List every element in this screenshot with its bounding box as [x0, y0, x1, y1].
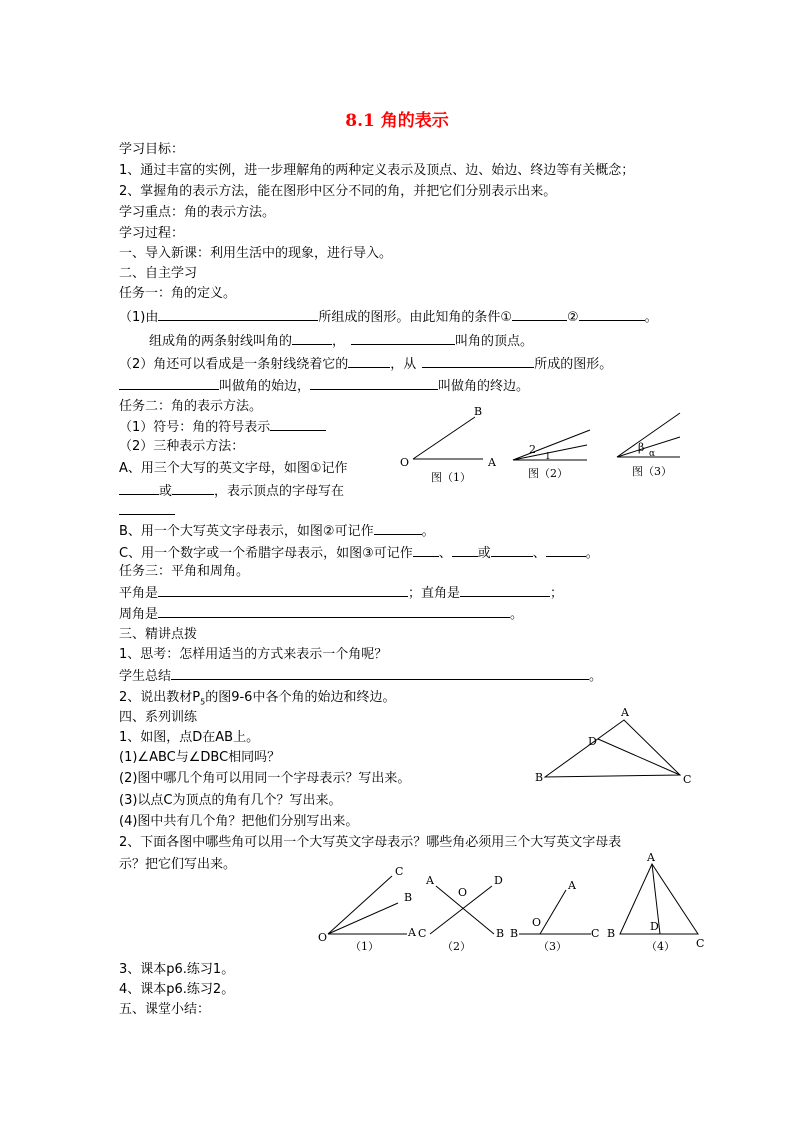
- text-fragment: ，从: [390, 357, 417, 372]
- caption-fig-4: （4）: [646, 940, 675, 953]
- answer-blank[interactable]: [158, 308, 318, 321]
- label-o: O: [532, 916, 542, 929]
- label-a: A: [426, 874, 434, 887]
- label-d: D: [588, 735, 597, 748]
- answer-blank[interactable]: [119, 377, 219, 390]
- method-b-line: [119, 522, 435, 541]
- text-fragment: ，表示顶点的字母写在: [214, 484, 345, 499]
- label-a: A: [408, 926, 416, 939]
- figure-3: [617, 413, 680, 478]
- text-fragment: B、用一个大写英文字母表示，如图②可记作: [119, 524, 374, 539]
- flat-angle-line: [119, 584, 563, 603]
- text-fragment: 。: [589, 669, 603, 684]
- label-o: O: [400, 456, 410, 469]
- process-heading: 学习过程：: [119, 226, 185, 241]
- segment-dc: [598, 739, 680, 775]
- caption-fig-2: （2）: [442, 940, 471, 953]
- text-fragment: C、用一个数字或一个希腊字母表示，如图③可记作: [119, 546, 413, 561]
- answer-blank[interactable]: [348, 355, 390, 368]
- label-b: B: [510, 927, 519, 940]
- page-title: 8.1 角的表示: [345, 111, 449, 131]
- text-fragment: 叫角的顶点。: [455, 334, 534, 349]
- answer-blank[interactable]: [292, 332, 332, 345]
- label-a: A: [621, 706, 629, 719]
- task2-heading: 任务二：角的表示方法。: [119, 399, 263, 414]
- section-heading-practice: 四、系列训练: [119, 710, 198, 725]
- label-c: C: [591, 927, 600, 940]
- answer-blank[interactable]: [171, 667, 589, 680]
- label-a: A: [568, 879, 576, 892]
- definition-line-2: [149, 332, 533, 351]
- exercise-2-line: 2、下面各图中哪些角可以用一个大写英文字母表示？哪些角必须用三个大写英文字母表: [119, 835, 622, 850]
- caption-fig-3: 图（3）: [632, 465, 672, 478]
- section-heading-self-study: 二、自主学习: [119, 266, 198, 281]
- page-subscript: 5: [200, 697, 206, 707]
- label-c: C: [696, 937, 705, 950]
- text-fragment: 2、说出教材P: [119, 690, 201, 705]
- text-fragment: 或: [159, 484, 173, 499]
- label-o: O: [458, 886, 468, 899]
- text-fragment: （1）符号：角的符号表示: [119, 420, 271, 435]
- method-a-answer-line: [119, 482, 344, 501]
- answer-blank[interactable]: [310, 377, 438, 390]
- text-fragment: 学生总结: [119, 669, 172, 684]
- answer-blank[interactable]: [452, 544, 478, 557]
- figure-1: [400, 405, 497, 484]
- figure-1: [318, 865, 417, 953]
- label-angle-2: 2: [529, 443, 536, 456]
- label-a: A: [647, 851, 655, 864]
- answer-blank[interactable]: [374, 522, 422, 535]
- ray-oa: [540, 890, 566, 934]
- label-b: B: [474, 405, 483, 418]
- angle-figures-bottom: [310, 850, 710, 955]
- intro-line: 一、导入新课：利用生活中的现象，进行导入。: [119, 246, 393, 261]
- figure-2: [418, 874, 504, 953]
- task1-heading: 任务一：角的定义。: [119, 286, 237, 301]
- text-fragment: ，: [332, 334, 346, 349]
- text-fragment: （1)由: [119, 310, 159, 325]
- label-beta: β: [638, 441, 645, 454]
- answer-blank[interactable]: [491, 544, 533, 557]
- triangle-abc: [545, 720, 680, 777]
- definition-line-4: [119, 377, 529, 396]
- label-c: C: [683, 773, 692, 786]
- text-fragment: 叫做角的终边。: [438, 379, 530, 394]
- method-a-line: A、用三个大写的英文字母，如图①记作: [119, 461, 348, 476]
- answer-blank[interactable]: [460, 584, 550, 597]
- goal-item-2: 2、掌握角的表示方法，能在图形中区分不同的角，并把它们分别表示出来。: [119, 184, 557, 199]
- answer-blank[interactable]: [119, 502, 175, 515]
- figure-3: [510, 879, 599, 953]
- question-2: (2)图中哪几个角可以用同一个字母表示？写出来。: [119, 771, 411, 786]
- text-fragment: 所组成的图形。由此知角的条件①: [318, 310, 512, 325]
- label-angle-1: 1: [545, 452, 551, 462]
- label-b: B: [607, 927, 616, 940]
- figure-2: [513, 430, 590, 480]
- answer-blank[interactable]: [158, 605, 510, 618]
- caption-fig-1: 图（1）: [431, 471, 471, 484]
- round-angle-line: [119, 605, 523, 624]
- caption-fig-3: （3）: [538, 940, 567, 953]
- text-fragment: ；直角是: [408, 586, 461, 601]
- task3-heading: 任务三：平角和周角。: [119, 564, 250, 579]
- angle-figures-top: [395, 405, 685, 485]
- label-c: C: [418, 927, 427, 940]
- label-c: C: [395, 865, 404, 878]
- text-fragment: 。: [644, 310, 658, 325]
- symbol-line: [119, 418, 326, 437]
- exercise-4-line: 4、课本p6.练习2。: [119, 982, 235, 997]
- answer-blank[interactable]: [158, 584, 408, 597]
- answer-blank[interactable]: [119, 482, 159, 495]
- goal-item-1: 1、通过丰富的实例，进一步理解角的两种定义表示及顶点、边、始边、终边等有关概念；: [119, 163, 635, 178]
- label-b: B: [535, 771, 544, 784]
- caption-fig-2: 图（2）: [528, 467, 568, 480]
- label-d: D: [650, 920, 659, 933]
- text-fragment: 组成角的两条射线叫角的: [149, 334, 293, 349]
- text-fragment: 。: [585, 546, 599, 561]
- section-heading-explain: 三、精讲点拨: [119, 627, 198, 642]
- method-c-line: [119, 544, 599, 563]
- answer-blank[interactable]: [546, 544, 586, 557]
- section-heading-summary: 五、课堂小结：: [119, 1002, 211, 1017]
- ray-ob: [413, 417, 475, 459]
- label-b: B: [496, 927, 505, 940]
- text-fragment: 。: [421, 524, 435, 539]
- answer-blank[interactable]: [270, 418, 326, 431]
- label-o: O: [318, 931, 328, 944]
- exercise-3-line: 3、课本p6.练习1。: [119, 962, 235, 977]
- method-a-vertex-blank: [119, 502, 175, 521]
- text-fragment: ②: [567, 310, 579, 325]
- label-b: B: [404, 891, 413, 904]
- text-fragment: 或: [477, 546, 491, 561]
- question-4: (4)图中共有几个角？把他们分别写出来。: [119, 814, 359, 829]
- question-1: (1)∠ABC与∠DBC相同吗？: [119, 750, 281, 765]
- exercise-1-line: 1、如图，点D在AB上。: [119, 730, 260, 745]
- answer-blank[interactable]: [413, 544, 439, 557]
- goal-heading: 学习目标：: [119, 142, 185, 157]
- text-fragment: 、: [532, 546, 546, 561]
- caption-fig-1: （1）: [350, 940, 379, 953]
- ray-oc: [328, 876, 392, 934]
- text-fragment: 平角是: [119, 586, 159, 601]
- text-fragment: 叫做角的始边，: [219, 379, 311, 394]
- definition-line-3: [119, 355, 612, 374]
- answer-blank[interactable]: [172, 482, 214, 495]
- text-fragment: 所成的图形。: [534, 357, 613, 372]
- think-line: 1、思考：怎样用适当的方式来表示一个角呢？: [119, 647, 388, 662]
- definition-line-1: [119, 308, 658, 327]
- text-fragment: 。: [510, 607, 524, 622]
- three-methods-line: （2）三种表示方法：: [119, 439, 245, 454]
- text-fragment: 周角是: [119, 607, 159, 622]
- text-fragment: 的图9-6中各个角的始边和终边。: [205, 690, 396, 705]
- answer-blank[interactable]: [422, 355, 534, 368]
- text-fragment: 、: [438, 546, 452, 561]
- label-d: D: [494, 874, 503, 887]
- ray-upper: [513, 430, 590, 460]
- answer-blank[interactable]: [512, 308, 567, 321]
- text-fragment: ；: [550, 586, 564, 601]
- summary-line: [119, 667, 602, 686]
- focus-line: 学习重点：角的表示方法。: [119, 205, 276, 220]
- label-a: A: [488, 456, 496, 469]
- label-alpha: α: [649, 449, 656, 459]
- figure-4: [607, 851, 704, 953]
- exercise-2-line-cont: 示？把它们写出来。: [119, 857, 237, 872]
- text-fragment: （2）角还可以看成是一条射线绕着它的: [119, 357, 349, 372]
- triangle-figure: [530, 705, 700, 790]
- answer-blank[interactable]: [351, 332, 455, 345]
- ray-ob: [328, 903, 398, 934]
- question-3: (3)以点C为顶点的角有几个？写出来。: [119, 793, 342, 808]
- answer-blank[interactable]: [579, 308, 645, 321]
